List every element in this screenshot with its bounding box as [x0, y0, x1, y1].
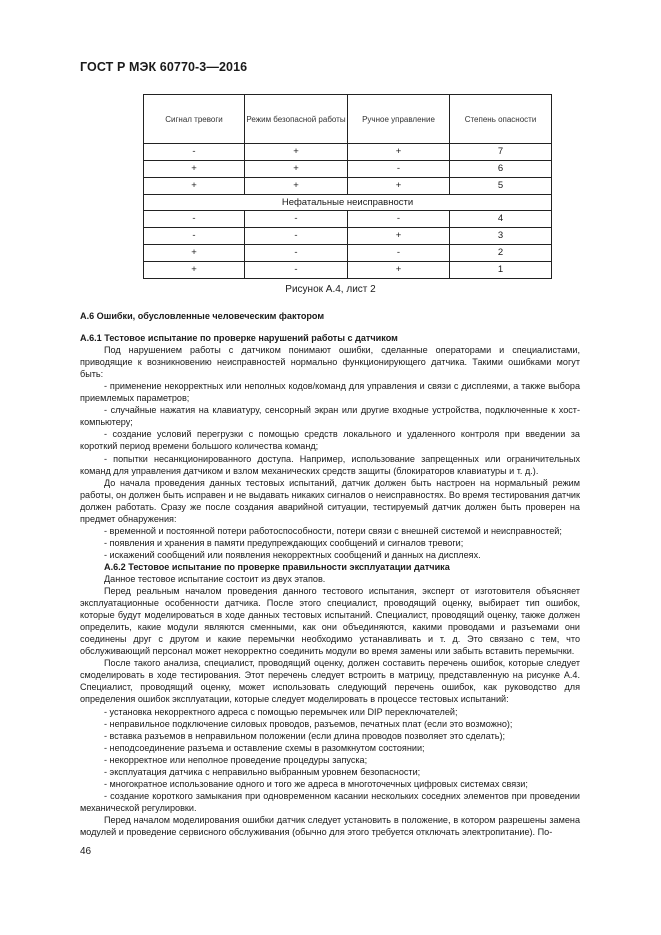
table-cell: -: [245, 211, 348, 228]
section-heading: А.6 Ошибки, обусловленные человеческим фактором: [80, 311, 325, 321]
table-cell: +: [348, 144, 450, 161]
paragraph: Перед реальным началом проведения данного тестового испытания, эксперт от изготовителя объясняет эксплуатационные особенности датчика. После этого специалист, проводящий оценку, выбирает тип ошибок, которые будут моделироваться в ходе данных тестовых испытаний. Специалист, проводящий оценку, также должен определить, какие модули являются сменными, как они объединяются, какими проводами и разъемами они соединены друг с другом и какие перемычки необходимо устанавливать и т. д. Это связано с тем, что обслуживающий персонал может некорректно соединить модули во время замены или забыть вставить перемычки.: [80, 586, 580, 657]
paragraph: - случайные нажатия на клавиатуру, сенсорный экран или другие входные устройства, подключенные к хост-компьютеру;: [80, 405, 580, 428]
table-cell: Степень опасности: [450, 95, 552, 144]
table-cell: -: [144, 228, 245, 245]
table-cell: +: [348, 178, 450, 195]
paragraph: Перед началом моделирования ошибки датчик следует установить в положение, в котором разрешены замена модулей и проведение сервисного обслуживания (обычно для этого требуется отключать электропитание). По-: [80, 814, 580, 837]
table-cell: +: [348, 262, 450, 279]
paragraph: - появления и хранения в памяти предупреждающих сообщений и сигналов тревоги;: [104, 537, 464, 548]
table-cell: Режим безопасной работы: [245, 95, 348, 144]
table-row: [144, 178, 552, 195]
paragraph: Данное тестовое испытание состоит из двух этапов.: [104, 573, 326, 584]
table-cell: +: [144, 161, 245, 178]
table-cell: -: [245, 228, 348, 245]
table-cell: +: [245, 161, 348, 178]
table-cell: 3: [450, 228, 552, 245]
paragraph: - эксплуатация датчика с неправильно выбранным уровнем безопасности;: [104, 766, 421, 777]
table-cell: 7: [450, 144, 552, 161]
page-number: 46: [80, 846, 92, 857]
table-cell: 4: [450, 211, 552, 228]
table-cell: -: [144, 144, 245, 161]
table-row: [144, 161, 552, 178]
table-row: [144, 228, 552, 245]
table-cell: +: [348, 228, 450, 245]
table-cell: +: [245, 178, 348, 195]
table-subheading-row: [144, 195, 552, 211]
table-cell: -: [348, 245, 450, 262]
paragraph: - установка некорректного адреса с помощью перемычек или DIP переключателей;: [104, 706, 458, 717]
paragraph: - неправильное подключение силовых проводов, разъемов, печатных плат (если это возможно);: [104, 718, 513, 729]
table-cell: Ручное управление: [348, 95, 450, 144]
table-cell: +: [144, 178, 245, 195]
table-cell: 2: [450, 245, 552, 262]
paragraph: - временной и постоянной потери работоспособности, потери связи с внешней системой и неисправностей;: [104, 525, 562, 536]
paragraph: Под нарушением работы с датчиком понимают ошибки, сделанные операторами и специалистами, приводящие к возникновению неисправностей нормально функционирующего датчика. Такими ошибками могут быть:: [80, 345, 580, 380]
table-cell: -: [348, 211, 450, 228]
paragraph: - многократное использование одного и того же адреса в многоточечных цифровых системах связи;: [104, 778, 528, 789]
table-row: [144, 211, 552, 228]
table-cell: +: [144, 262, 245, 279]
table-subheading: Нефатальные неисправности: [144, 195, 552, 211]
paragraph: После такого анализа, специалист, проводящий оценку, должен составить перечень ошибок, которые следует смоделировать в ходе тестирования. Этот перечень следует встроить в матрицу, представленную на рисунке А.4. Специалист, проводящий оценку, может использовать следующий перечень ошибок, как руководство для определения ошибок эксплуатации, которые следует моделировать в процессе тестовых испытаний:: [80, 658, 580, 705]
paragraph: - искажений сообщений или появления некорректных сообщений и данных на дисплеях.: [104, 549, 481, 560]
paragraph: - некорректное или неполное проведение процедуры запуска;: [104, 754, 368, 765]
table-cell: -: [245, 245, 348, 262]
table-row: [144, 144, 552, 161]
table-cell: Сигнал тревоги: [144, 95, 245, 144]
table-cell: +: [144, 245, 245, 262]
danger-level-table: [143, 94, 552, 279]
document-header: ГОСТ Р МЭК 60770-3—2016: [80, 60, 248, 74]
spacer: [80, 322, 580, 332]
table-cell: 5: [450, 178, 552, 195]
table-cell: 1: [450, 262, 552, 279]
table-row: [144, 245, 552, 262]
table-cell: 6: [450, 161, 552, 178]
section-heading: А.6.2 Тестовое испытание по проверке правильности эксплуатации датчика: [104, 561, 450, 572]
table-cell: -: [348, 161, 450, 178]
document-body: [80, 310, 580, 838]
paragraph: - создание условий перегрузки с помощью средств локального и удаленного контроля при введении за короткий период времени большого количества команд;: [80, 429, 580, 452]
table-cell: +: [245, 144, 348, 161]
table-cell: -: [144, 211, 245, 228]
paragraph: - применение некорректных или неполных кодов/команд для управления и связи с дисплеями, а также выбора приемлемых параметров;: [80, 381, 580, 404]
figure-caption: Рисунок А.4, лист 2: [285, 284, 376, 295]
section-heading: А.6.1 Тестовое испытание по проверке нарушений работы с датчиком: [80, 333, 398, 344]
table-row: [144, 95, 552, 144]
table-row: [144, 262, 552, 279]
paragraph: - попытки несанкционированного доступа. Например, использование запрещенных или ограничительных команд для управления датчиком и взлом механических средств защиты (блокираторов клавиатуры и т. д.).: [80, 453, 580, 476]
paragraph: - неподсоединение разъема и оставление схемы в разомкнутом состоянии;: [104, 742, 425, 753]
paragraph: - вставка разъемов в неправильном положении (если длина проводов позволяет это сделать);: [104, 730, 506, 741]
table-cell: -: [245, 262, 348, 279]
paragraph: - создание короткого замыкания при одновременном касании нескольких соседних элементов при проведении механической регулировки.: [80, 790, 580, 813]
paragraph: До начала проведения данных тестовых испытаний, датчик должен быть настроен на нормальный режим работы, он должен быть исправен и не выдавать никаких сигналов о неисправностях. Во время тестирования датчик должен работать. Сразу же после создания аварийной ситуации, тестируемый датчик должен быть проверен на предмет обнаружения:: [80, 477, 580, 524]
